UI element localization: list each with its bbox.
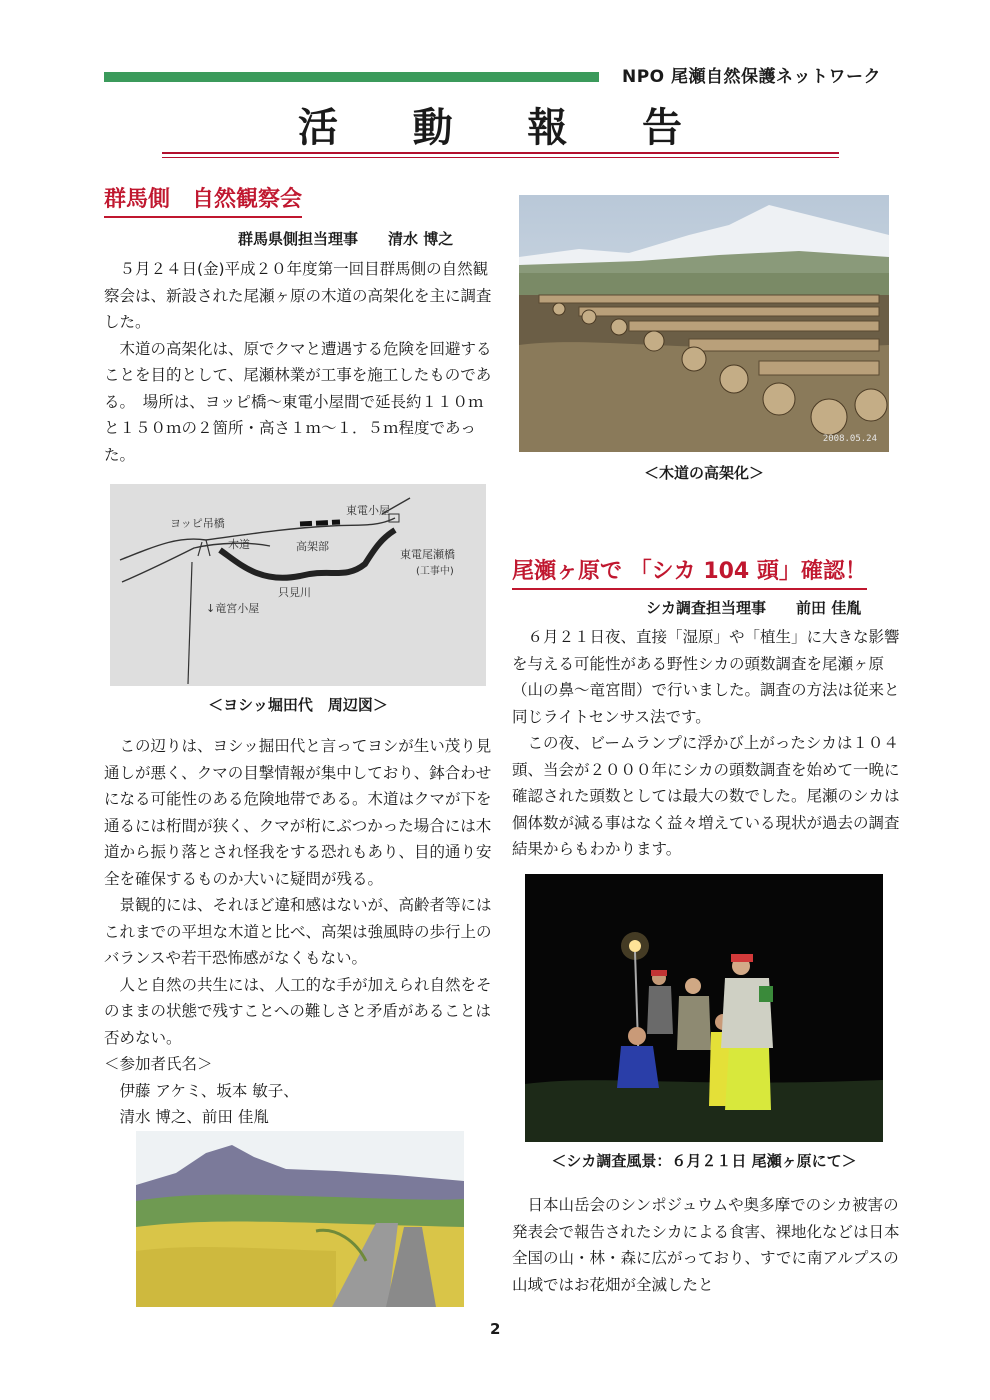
photo-date-stamp: 2008.05.24 <box>822 434 877 444</box>
map-label-elevated: 高架部 <box>296 540 329 553</box>
page-title-char: 活 <box>298 105 338 151</box>
page-title-char: 報 <box>527 105 568 151</box>
map-label-todenkoya: 東電小屋 <box>346 504 390 517</box>
article1-body <box>104 256 496 468</box>
photo1-caption: ＜木道の高架化＞ <box>643 464 764 482</box>
area-map-sketch <box>110 484 486 686</box>
map-label-ryugu: ↓竜宮小屋 <box>206 602 260 615</box>
organization-name: NPO 尾瀬自然保護ネットワーク <box>622 67 882 87</box>
article1-author: 群馬県側担当理事 清水 博之 <box>238 230 454 248</box>
map-label-construction: (工事中) <box>416 566 454 577</box>
article2-body-2 <box>512 1192 906 1298</box>
header-green-bar <box>104 72 599 82</box>
article1-paragraph: 人と自然の共生には、人工的な手が加えられ自然をそのままの状態で残すことへの難しさと矛盾があることは否めない。 <box>104 975 492 1047</box>
article2-paragraph: 日本山岳会のシンポジュウムや奥多摩でのシカ被害の発表会で報告されたシカによる食害、裸地化などは日本全国の山・林・森に広がっており、すでに南アルプスの山域ではお花畑が全滅したと <box>512 1196 900 1294</box>
article2-body <box>512 624 906 863</box>
photo2-caption: ＜シカ調査風景：６月２１日 尾瀬ヶ原にて＞ <box>551 1152 857 1170</box>
map-label-todenbashi: 東電尾瀬橋 <box>400 548 455 561</box>
article2-heading: 尾瀬ヶ原で 「シカ 104 頭」確認！ <box>512 557 867 590</box>
participants-line: 清水 博之、前田 佳胤 <box>104 1108 269 1126</box>
map-label-river: 只見川 <box>278 586 311 599</box>
map-caption: ＜ヨシッ堀田代 周辺図＞ <box>208 696 388 714</box>
page-title-char: 動 <box>412 105 453 151</box>
map-label-boardwalk: 木道 <box>228 538 250 551</box>
article2-author: シカ調査担当理事 前田 佳胤 <box>646 599 862 617</box>
article2-paragraph: ６月２１日夜、直接「湿原」や「植生」に大きな影響を与える可能性がある野性シカの頭数調査を尾瀬ヶ原（山の鼻〜竜宮間）で行いました。調査の方法は従来と同じライトセンサス法です。 <box>512 628 900 726</box>
title-rule-top <box>162 152 839 154</box>
article1-paragraph: 景観的には、それほど違和感はないが、高齢者等にはこれまでの平坦な木道と比べ、高架は強風時の歩行上のバランスや若干恐怖感がなくもない。 <box>104 896 492 967</box>
page-number: 2 <box>490 1320 501 1338</box>
article1-paragraph: この辺りは、ヨシッ掘田代と言ってヨシが生い茂り見通しが悪く、クマの目撃情報が集中しており、鉢合わせになる可能性のある危険地帯である。木道はクマが下を通るには桁間が狭く、クマが桁にぶつかった場合には木道から振り落とされ怪我をする恐れもあり、目的通り安全を確保するものか大いに疑問が残る。 <box>104 737 492 888</box>
participants-label: ＜参加者氏名＞ <box>104 1055 213 1073</box>
article1-heading: 群馬側 自然観察会 <box>104 185 302 218</box>
article1-body-2 <box>104 733 496 1131</box>
article1-paragraph: ５月２４日(金)平成２０年度第一回目群馬側の自然観察会は、新設された尾瀬ヶ原の木道の高架化を主に調査した。 <box>104 260 492 331</box>
title-rule-bottom <box>162 157 839 158</box>
article1-paragraph: 木道の高架化は、原でクマと遭遇する危険を回避することを目的として、尾瀬林業が工事を施工したものである。 場所は、ヨッピ橋〜東電小屋間で延長約１１０ｍと１５０ｍの２箇所・高さ１ｍ〜１．５ｍ程度であった。 <box>104 339 492 464</box>
participants-line: 伊藤 アケミ、坂本 敏子、 <box>104 1081 299 1100</box>
elevated-boardwalk-photo <box>519 195 889 452</box>
map-label-yoppi: ヨッピ吊橋 <box>170 517 225 530</box>
article2-paragraph: この夜、ビームランプに浮かび上がったシカは１０４頭、当会が２０００年にシカの頭数調査を始めて一晩に確認された頭数としては最大の数でした。尾瀬のシカは個体数が減る事はなく益々増えている現状が過去の調査結果からもわかります。 <box>512 734 900 858</box>
deer-survey-night-photo <box>525 874 883 1142</box>
page-title <box>130 100 850 156</box>
watercolor-landscape-image <box>136 1131 464 1307</box>
page-title-char: 告 <box>641 105 682 151</box>
